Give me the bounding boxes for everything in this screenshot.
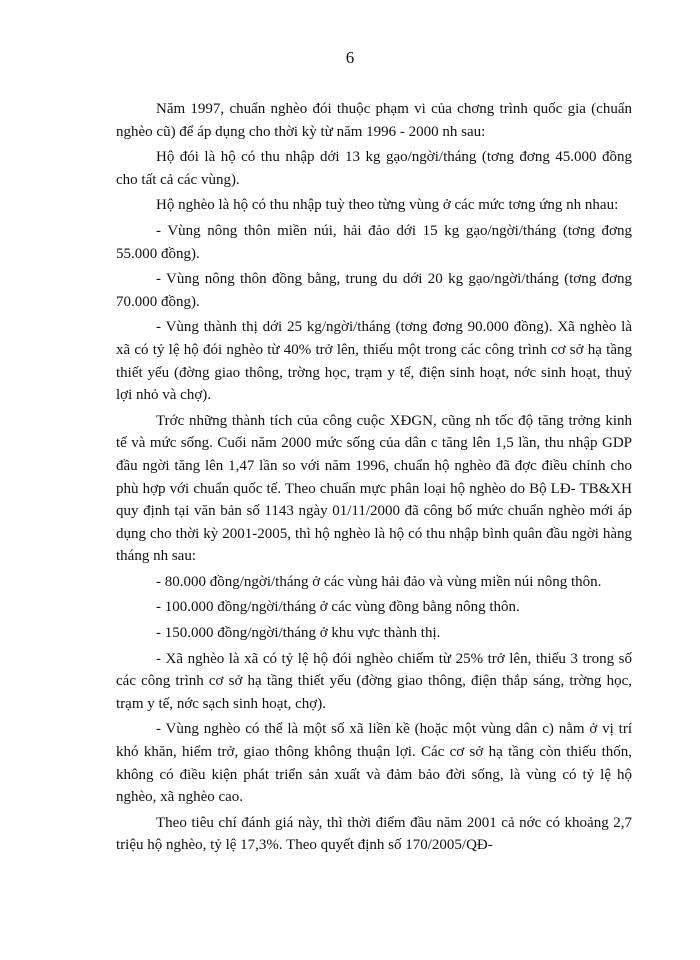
paragraph-9: - 100.000 đồng/ngời/tháng ở các vùng đồng bằng nông thôn.: [156, 599, 520, 616]
paragraph-13: Theo tiêu chí đánh giá này, thì thời điểm đầu năm 2001 cả nớc có khoảng 2,7 triệu hộ nghèo, tỷ lệ 17,3%. Theo quyết định số 170/2005/QĐ-: [116, 814, 632, 854]
paragraph-12: - Vùng nghèo có thể là một số xã liền kề (hoặc một vùng dân c) nằm ở vị trí khó khăn, hiểm trở, giao thông không thuận lợi. Các cơ sở hạ tầng còn thiếu thốn, không có điều kiện phát triển sản xuất và đảm bảo đời sống, là vùng có tỷ lệ hộ nghèo, xã nghèo cao.: [116, 721, 632, 806]
paragraph-6: - Vùng thành thị dới 25 kg/ngời/tháng (tơng đơng 90.000 đồng). Xã nghèo là xã có tỷ lệ hộ đói nghèo từ 40% trở lên, thiếu một trong các công trình cơ sở hạ tầng thiết yếu (đờng giao thông, trờng học, trạm y tế, điện sinh hoạt, nớc sinh hoạt, thuỷ lợi nhỏ và chợ).: [116, 319, 632, 404]
paragraph-4: - Vùng nông thôn miền núi, hải đảo dới 15 kg gạo/ngời/tháng (tơng đơng 55.000 đồng).: [116, 222, 632, 262]
paragraph-3: Hộ nghèo là hộ có thu nhập tuỳ theo từng vùng ở các mức tơng ứng nh nhau:: [156, 197, 619, 214]
paragraph-10: - 150.000 đồng/ngời/tháng ở khu vực thành thị.: [156, 625, 441, 642]
paragraph-11: - Xã nghèo là xã có tỷ lệ hộ đói nghèo chiếm từ 25% trở lên, thiếu 3 trong số các công trình cơ sở hạ tầng thiết yếu (đờng giao thông, điện thắp sáng, trờng học, trạm y tế, nớc sạch sinh hoạt, chợ).: [116, 650, 632, 712]
document-body: [116, 98, 632, 860]
paragraph-7: Trớc những thành tích của công cuộc XĐGN, cũng nh tốc độ tăng trởng kinh tế và mức sống. Cuối năm 2000 mức sống của dân c tăng lên 1,5 lần, thu nhập GDP đầu ngời tăng lên 1,47 lần so với năm 1996, chuẩn hộ nghèo đã đợc điều chỉnh cho phù hợp với chuẩn quốc tế. Theo chuẩn mực phân loại hộ nghèo do Bộ LĐ- TB&XH quy định tại văn bản số 1143 ngày 01/11/2000 đã công bố mức chuẩn nghèo mới áp dụng cho thời kỳ 2001-2005, thì hộ nghèo là hộ có thu nhập bình quân đầu ngời hàng tháng nh sau:: [116, 412, 632, 565]
page-number: 6: [345, 48, 355, 67]
paragraph-8: - 80.000 đồng/ngời/tháng ở các vùng hải đảo và vùng miền núi nông thôn.: [156, 573, 602, 590]
paragraph-2: Hộ đói là hộ có thu nhập dới 13 kg gạo/ngời/tháng (tơng đơng 45.000 đồng cho tất cả các vùng).: [116, 149, 632, 188]
paragraph-5: - Vùng nông thôn đồng bằng, trung du dới 20 kg gạo/ngời/tháng (tơng đơng 70.000 đồng).: [116, 271, 632, 310]
paragraph-1: Năm 1997, chuẩn nghèo đói thuộc phạm vi của chơng trình quốc gia (chuẩn nghèo cũ) để áp dụng cho thời kỳ từ năm 1996 - 2000 nh sau:: [116, 101, 632, 140]
